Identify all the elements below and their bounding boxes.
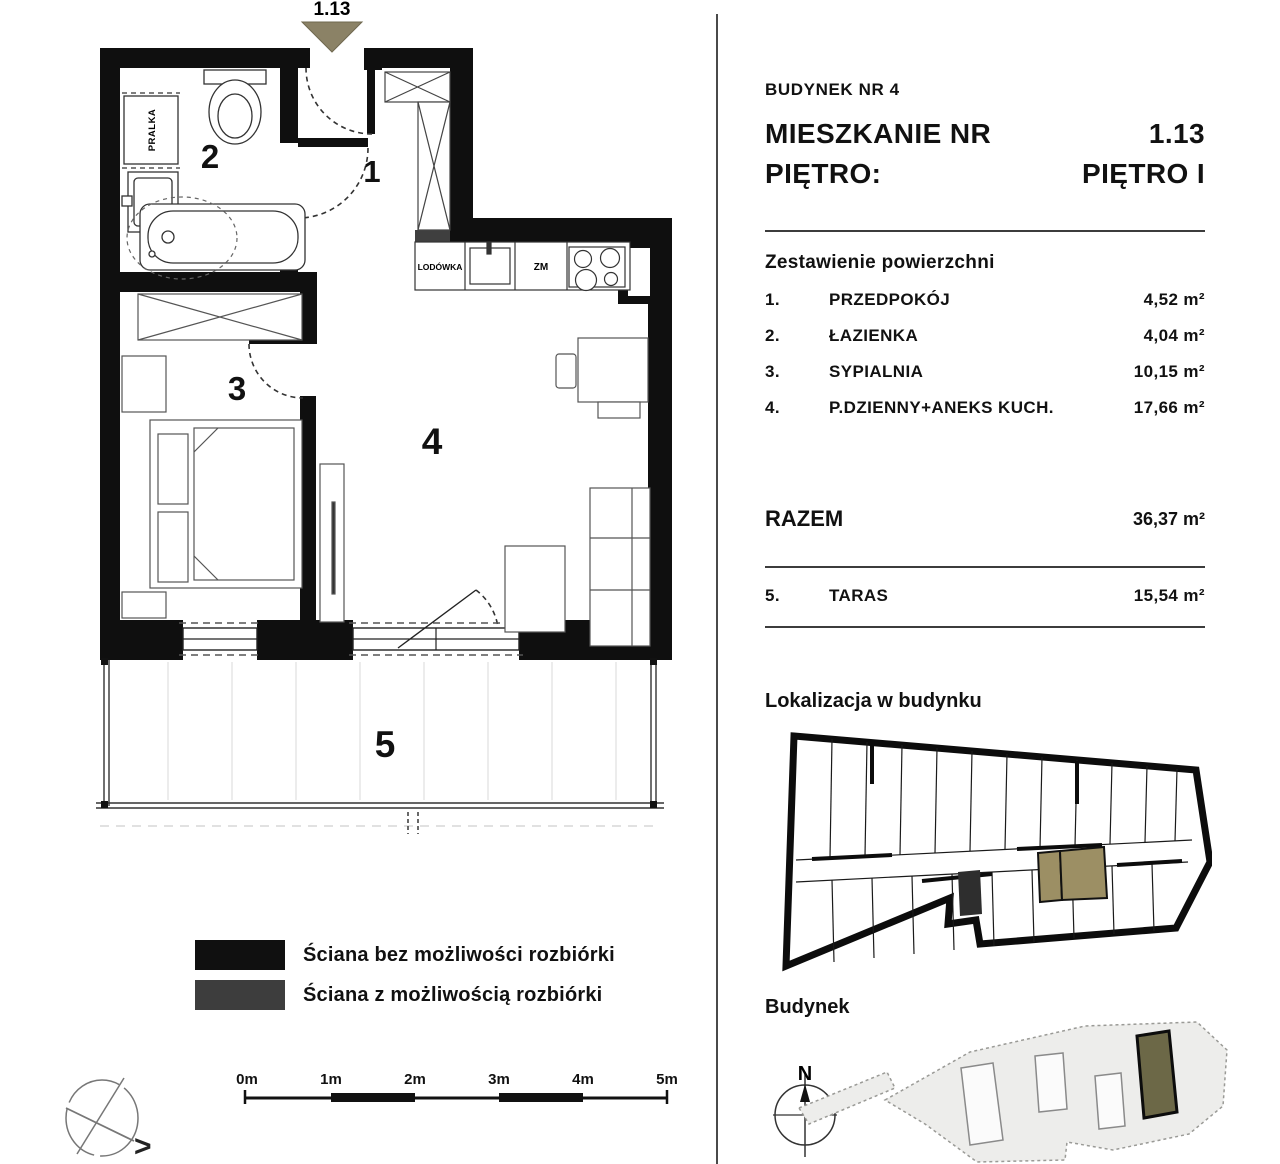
room-name: P.DZIENNY+ANEKS KUCH. bbox=[829, 398, 1054, 417]
chair bbox=[556, 354, 576, 388]
desk bbox=[578, 338, 648, 402]
room-area: 17,66 m² bbox=[1133, 398, 1205, 417]
legend-swatch-solid-wall bbox=[195, 940, 285, 970]
plan-compass bbox=[52, 1066, 162, 1164]
scale-labels bbox=[236, 1071, 678, 1088]
row-number: 5. bbox=[765, 586, 780, 605]
highlighted-unit bbox=[1038, 847, 1107, 902]
sofa bbox=[590, 488, 650, 646]
hall-wardrobes bbox=[385, 72, 450, 230]
coffee-table bbox=[505, 546, 565, 632]
svg-text:0m: 0m bbox=[236, 1071, 258, 1088]
apartment-label: MIESZKANIE NR bbox=[765, 118, 992, 149]
floor-label: PIĘTRO: bbox=[765, 158, 882, 189]
nightstand bbox=[122, 356, 166, 412]
entrance-unit-label: 1.13 bbox=[313, 0, 351, 20]
svg-text:1m: 1m bbox=[320, 1071, 342, 1088]
rule bbox=[765, 626, 1205, 628]
site-title: Budynek bbox=[765, 996, 850, 1018]
north-letter: N bbox=[797, 1063, 813, 1085]
room-name: PRZEDPOKÓJ bbox=[829, 290, 951, 309]
svg-text:4m: 4m bbox=[572, 1071, 594, 1088]
scale-bar bbox=[233, 1068, 683, 1112]
info-panel bbox=[765, 0, 1205, 1164]
dishwasher-label: ZM bbox=[533, 262, 549, 273]
area-table bbox=[765, 290, 1205, 434]
room-name: TARAS bbox=[829, 586, 889, 605]
row-number: 2. bbox=[765, 326, 780, 345]
legend-label: Ściana bez możliwości rozbiórki bbox=[303, 943, 615, 966]
compass-arrow-icon: > bbox=[134, 1130, 152, 1163]
room-label-hall: 1 bbox=[363, 154, 381, 189]
areas-title: Zestawienie powierzchni bbox=[765, 252, 995, 273]
apartment-number-row bbox=[765, 118, 1205, 150]
table-row bbox=[765, 326, 1205, 346]
table-row bbox=[765, 290, 1205, 310]
room-name: SYPIALNIA bbox=[829, 362, 924, 381]
row-number: 3. bbox=[765, 362, 780, 381]
highlighted-building bbox=[1137, 1031, 1177, 1118]
floor-row bbox=[765, 158, 1205, 190]
apartment-floor-plan bbox=[0, 0, 720, 935]
row-number: 4. bbox=[765, 398, 780, 417]
terrace-row bbox=[765, 586, 1205, 606]
room-area: 15,54 m² bbox=[1133, 586, 1205, 605]
svg-text:5m: 5m bbox=[656, 1071, 678, 1088]
fridge-label: LODÓWKA bbox=[417, 262, 463, 272]
table-row bbox=[765, 398, 1205, 418]
location-title: Lokalizacja w budynku bbox=[765, 690, 982, 712]
total-label: RAZEM bbox=[765, 506, 844, 531]
svg-text:2m: 2m bbox=[404, 1071, 426, 1088]
total-area: 36,37 m² bbox=[1132, 508, 1205, 529]
bedroom-window bbox=[179, 623, 261, 655]
legend-item bbox=[195, 980, 615, 1010]
rule bbox=[765, 230, 1205, 232]
row-number: 1. bbox=[765, 290, 780, 309]
room-label-terrace: 5 bbox=[374, 724, 396, 765]
demolishable-wall bbox=[415, 230, 450, 242]
room-label-bedroom: 3 bbox=[227, 370, 247, 407]
legend-swatch-demolishable-wall bbox=[195, 980, 285, 1010]
legend-item bbox=[195, 940, 615, 970]
floor-value: PIĘTRO I bbox=[1082, 158, 1205, 189]
stair-core bbox=[958, 870, 982, 916]
room-area: 10,15 m² bbox=[1133, 362, 1205, 381]
svg-text:3m: 3m bbox=[488, 1071, 510, 1088]
site-arm bbox=[799, 1072, 895, 1124]
total-row bbox=[765, 506, 1205, 532]
room-area: 4,04 m² bbox=[1143, 326, 1205, 345]
rule bbox=[765, 566, 1205, 568]
entrance-marker bbox=[302, 0, 362, 52]
entrance-arrow-icon bbox=[302, 22, 362, 52]
living-window-balcony-door bbox=[349, 590, 523, 655]
building-title: BUDYNEK NR 4 bbox=[765, 80, 900, 99]
building-location-plan bbox=[772, 714, 1212, 979]
north-arrow-icon bbox=[800, 1084, 810, 1102]
room-label-bathroom: 2 bbox=[200, 138, 220, 175]
washer-label: PRALKA bbox=[147, 108, 158, 152]
legend-label: Ściana z możliwością rozbiórki bbox=[303, 983, 603, 1006]
room-label-living: 4 bbox=[421, 421, 443, 462]
room-area: 4,52 m² bbox=[1143, 290, 1205, 309]
site-plan bbox=[765, 1012, 1265, 1164]
room-name: ŁAZIENKA bbox=[829, 326, 919, 345]
apartment-number: 1.13 bbox=[1148, 118, 1205, 149]
table-row bbox=[765, 362, 1205, 382]
vertical-divider bbox=[716, 14, 718, 1164]
wall-legend bbox=[195, 940, 615, 1020]
